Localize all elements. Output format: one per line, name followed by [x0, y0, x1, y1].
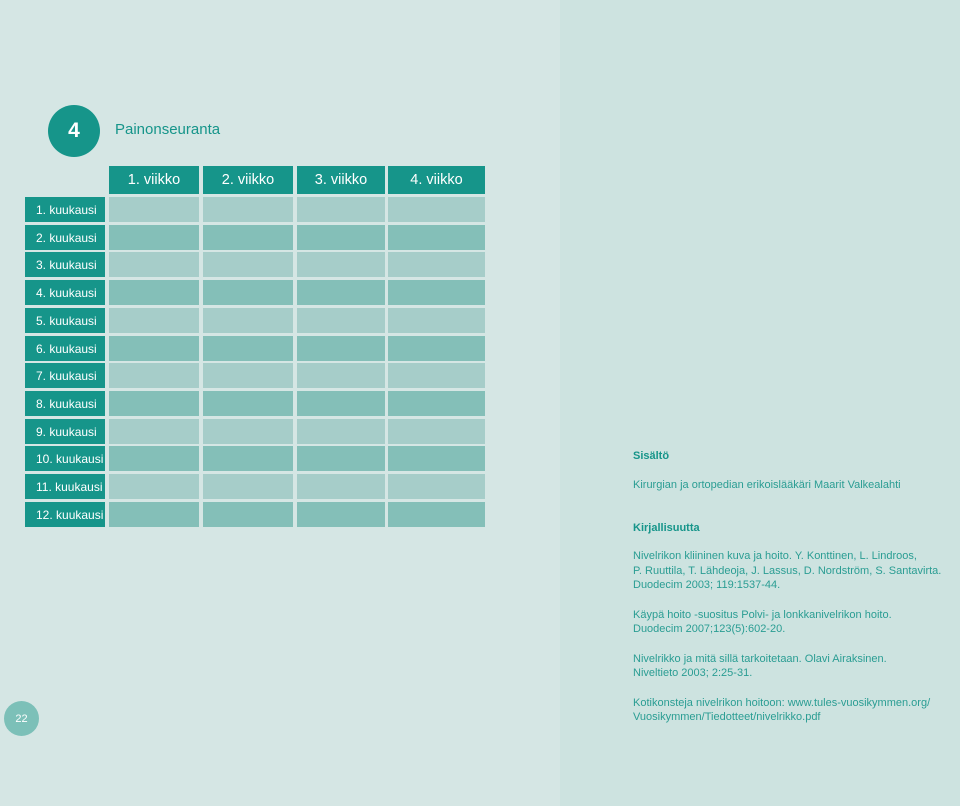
weight-entry-cell[interactable]: [388, 280, 485, 305]
month-label: 6. kuukausi: [25, 336, 105, 361]
week-header: 1. viikko: [109, 166, 199, 194]
month-label: 9. kuukausi: [25, 419, 105, 444]
weight-entry-cell[interactable]: [297, 391, 385, 416]
month-label: 11. kuukausi: [25, 474, 105, 499]
weight-entry-cell[interactable]: [203, 474, 293, 499]
contents-author: Kirurgian ja ortopedian erikoislääkäri Maarit Valkealahti: [633, 479, 901, 491]
weight-entry-cell[interactable]: [109, 252, 199, 277]
weight-entry-cell[interactable]: [388, 363, 485, 388]
weight-entry-cell[interactable]: [203, 252, 293, 277]
month-label: 10. kuukausi: [25, 446, 105, 471]
weight-entry-cell[interactable]: [203, 197, 293, 222]
weight-entry-cell[interactable]: [109, 225, 199, 250]
weight-entry-cell[interactable]: [109, 474, 199, 499]
weight-entry-cell[interactable]: [297, 363, 385, 388]
weight-entry-cell[interactable]: [203, 391, 293, 416]
literature-heading: Kirjallisuutta: [633, 522, 700, 534]
weight-entry-cell[interactable]: [109, 336, 199, 361]
weight-entry-cell[interactable]: [388, 336, 485, 361]
weight-entry-cell[interactable]: [109, 280, 199, 305]
month-label: 2. kuukausi: [25, 225, 105, 250]
chapter-number-badge: 4: [48, 105, 100, 157]
month-label: 3. kuukausi: [25, 252, 105, 277]
weight-entry-cell[interactable]: [297, 252, 385, 277]
literature-line: Nivelrikon kliininen kuva ja hoito. Y. Konttinen, L. Lindroos,: [633, 550, 917, 562]
literature-line: Duodecim 2003; 119:1537-44.: [633, 579, 781, 591]
weight-entry-cell[interactable]: [297, 502, 385, 527]
weight-entry-cell[interactable]: [388, 308, 485, 333]
month-label: 8. kuukausi: [25, 391, 105, 416]
weight-entry-cell[interactable]: [388, 225, 485, 250]
weight-entry-cell[interactable]: [109, 363, 199, 388]
week-header: 3. viikko: [297, 166, 385, 194]
literature-line: Käypä hoito -suositus Polvi- ja lonkkanivelrikon hoito.: [633, 609, 892, 621]
weight-entry-cell[interactable]: [203, 336, 293, 361]
month-label: 7. kuukausi: [25, 363, 105, 388]
right-page: [560, 0, 960, 806]
month-label: 4. kuukausi: [25, 280, 105, 305]
weight-entry-cell[interactable]: [109, 197, 199, 222]
weight-entry-cell[interactable]: [109, 446, 199, 471]
weight-entry-cell[interactable]: [109, 419, 199, 444]
weight-entry-cell[interactable]: [203, 225, 293, 250]
weight-entry-cell[interactable]: [388, 474, 485, 499]
weight-entry-cell[interactable]: [297, 280, 385, 305]
month-label: 1. kuukausi: [25, 197, 105, 222]
weight-entry-cell[interactable]: [297, 474, 385, 499]
weight-entry-cell[interactable]: [388, 502, 485, 527]
weight-entry-cell[interactable]: [297, 197, 385, 222]
weight-entry-cell[interactable]: [203, 280, 293, 305]
weight-entry-cell[interactable]: [388, 391, 485, 416]
literature-line: Vuosikymmen/Tiedotteet/nivelrikko.pdf: [633, 711, 821, 723]
weight-entry-cell[interactable]: [203, 363, 293, 388]
week-header: 4. viikko: [388, 166, 485, 194]
weight-entry-cell[interactable]: [109, 502, 199, 527]
weight-entry-cell[interactable]: [109, 308, 199, 333]
weight-entry-cell[interactable]: [109, 391, 199, 416]
weight-entry-cell[interactable]: [388, 197, 485, 222]
literature-line: Niveltieto 2003; 2:25-31.: [633, 667, 753, 679]
weight-entry-cell[interactable]: [203, 308, 293, 333]
literature-line: Duodecim 2007;123(5):602-20.: [633, 623, 786, 635]
weight-entry-cell[interactable]: [203, 446, 293, 471]
literature-line: Nivelrikko ja mitä sillä tarkoitetaan. Olavi Airaksinen.: [633, 653, 887, 665]
weight-entry-cell[interactable]: [297, 419, 385, 444]
week-header: 2. viikko: [203, 166, 293, 194]
weight-entry-cell[interactable]: [388, 419, 485, 444]
month-label: 5. kuukausi: [25, 308, 105, 333]
weight-entry-cell[interactable]: [388, 446, 485, 471]
weight-entry-cell[interactable]: [297, 336, 385, 361]
literature-line: P. Ruuttila, T. Lähdeoja, J. Lassus, D. Nordström, S. Santavirta.: [633, 565, 942, 577]
weight-entry-cell[interactable]: [388, 252, 485, 277]
literature-line: Kotikonsteja nivelrikon hoitoon: www.tules-vuosikymmen.org/: [633, 697, 931, 709]
chapter-title: Painonseuranta: [115, 121, 221, 138]
month-label: 12. kuukausi: [25, 502, 105, 527]
weight-entry-cell[interactable]: [297, 446, 385, 471]
page-number: 22: [4, 701, 39, 736]
contents-heading: Sisältö: [633, 450, 670, 462]
weight-entry-cell[interactable]: [203, 419, 293, 444]
weight-entry-cell[interactable]: [297, 225, 385, 250]
weight-entry-cell[interactable]: [297, 308, 385, 333]
weight-entry-cell[interactable]: [203, 502, 293, 527]
